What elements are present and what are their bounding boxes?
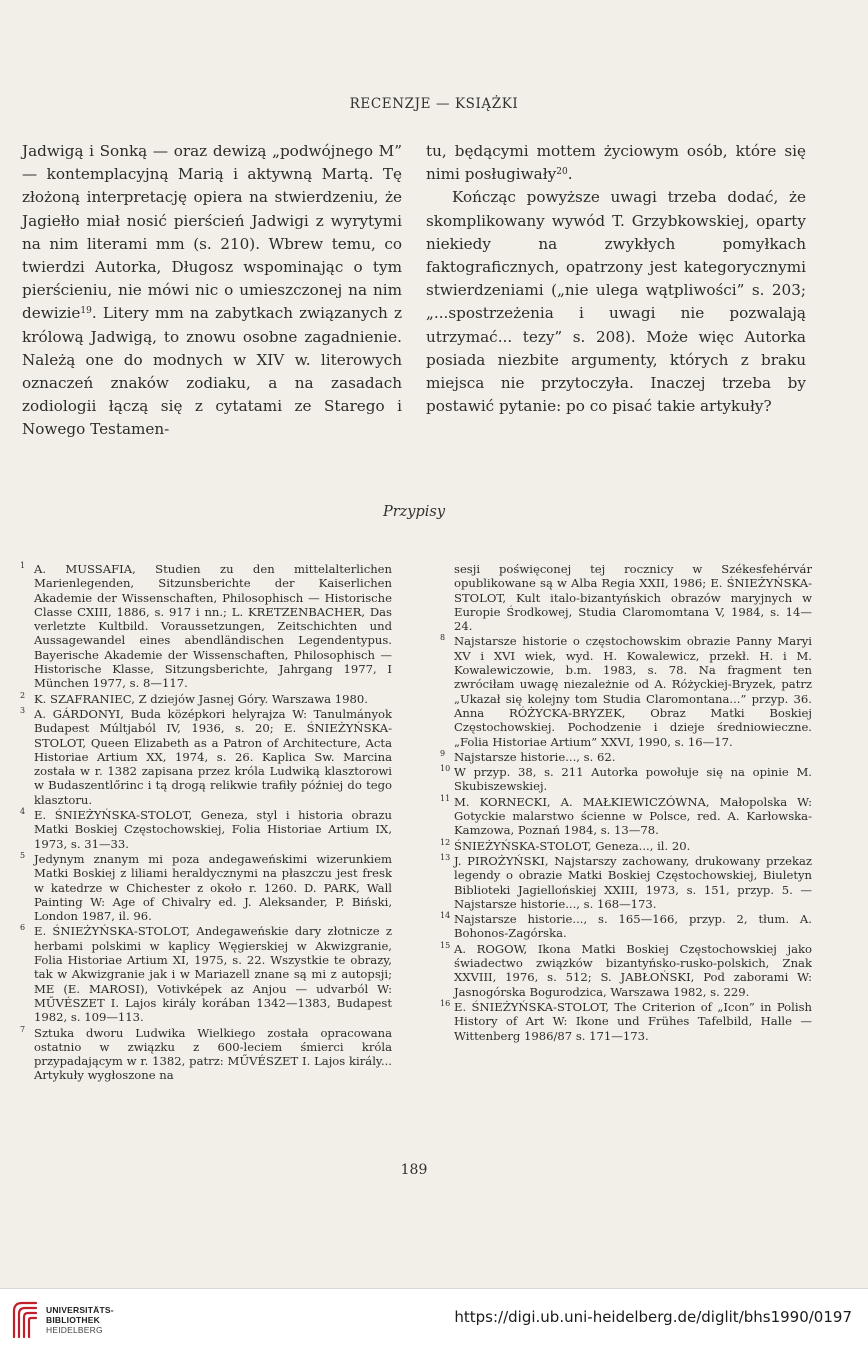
footnotes-column-right [440,562,812,1044]
footnote: 12 ŚNIEŻYŃSKA-STOLOT, Geneza..., il. 20. [440,837,691,853]
footnote: 16 E. ŚNIEŻYŃSKA-STOLOT, The Criterion of „Icon” in Polish History of Art W: Ikone und Frühes Tafelbild, Halle — Wittenberg 1986/87 s. 171—173. [440,998,812,1043]
footnote: 4 E. ŚNIEŻYŃSKA-STOLOT, Geneza, styl i historia obrazu Matki Boskiej Częstochowskiej, Folia Historiae Artium IX, 1973, s. 31—33. [20,807,392,851]
footnote-continuation: sesji poświęconej tej rocznicy w Székesfehérvár opublikowane są w Alba Regia XXII, 1986; E. ŚNIEŻYŃSKA-STOLOT, Kult italo-bizantyńskich obrazów maryjnych w Europie Środkowej, Studia Claromomtana V, 1984, s. 14—24. [454,562,812,634]
footnote-ref: 20 [556,167,568,178]
footnote: 2 K. SZAFRANIEC, Z dziejów Jasnej Góry. Warszawa 1980. [20,690,368,706]
footnote: 5 Jedynym znanym mi poza andegaweńskimi wizerunkiem Matki Boskiej z liliami heraldycznymi na płaszczu jest fresk w katedrze w Chichester z około r. 1260. D. PARK, Wall Painting W: Age of Chivalry ed. J. Aleksander, P. Biński, London 1987, il. 96. [20,850,392,924]
body-paragraph: Kończąc powyższe uwagi trzeba dodać, że skomplikowany wywód T. Grzybkowskiej, oparty niekiedy na zwykłych pomyłkach faktograficznych, opatrzony jest kategorycznymi stwierdzeniami („nie ulega wątpliwości” s. 203; „...spostrzeżenia i uwagi nie pozwalają utrzymać... tezy” s. 208). Może więc Autorka posiada niezbite argumenty, których z braku miejsca nie przytoczyła. Inaczej trzeba by postawić pytanie: po co pisać takie artykuły? [426,188,806,416]
footnote: 3 A. GÁRDONYI, Buda középkori helyrajza W: Tanulmányok Budapest Múltjaból IV, 1936, s. 20; E. ŚNIEŻYŃSKA-STOLOT, Queen Elizabeth as a Patron of Architecture, Acta Historiae Artium XX, 1974, s. 26. Kaplica Sw. Marcina została w r. 1382 zapisana przez króla Ludwiką klasztorowi w Budaszentlőrinc i tą drogą relikwie trafiły później do tego klasztoru. [20,705,392,807]
footnote: 8 Najstarsze historie o częstochowskim obrazie Panny Maryi XV i XVI wiek, wyd. H. Kowalewicz, przekł. H. i M. Kowalewiczowie, b.m. 1983, s. 78. Na fragment ten zwróciłam uwagę niezależnie od A. Różyckiej-Bryzek, patrz „Ukazał się kolejny tom Studia Claromontana...” przyp. 36. Anna RÓŻYCKA-BRYZEK, Obraz Matki Boskiej Częstochowskiej. Pochodzenie i dzieje średniowieczne. „Folia Historiae Artium” XXVI, 1990, s. 16—17. [440,633,812,749]
permalink-url[interactable]: https://digi.ub.uni-heidelberg.de/diglit/bhs1990/0197 [454,1308,852,1326]
footnote: 7 Sztuka dworu Ludwika Wielkiego została opracowana ostatnio w związku z 600-leciem śmierci króla przypadającym w r. 1382, patrz: MŰVÉSZET I. Lajos király... Artykuły wygłoszone na [20,1024,392,1083]
page-number: 189 [400,1162,428,1178]
footnote: 1 A. MUSSAFIA, Studien zu den mittelalterlichen Marienlegenden, Sitzunsberichte der Kaiserlichen Akademie der Wissenschaften, Philosophisch — Historische Classe CXIII, 1886, s. 917 i nn.; L. KRETZENBACHER, Das verletzte Kultbild. Voraussetzungen, Zeitschichten und Aussagewandel eines abendländischen Legendentypus. Bayerische Akademie der Wissenschaften, Philosophisch — Historische Klasse, Sitzungsberichte, Jahrgang 1977, I München 1977, s. 8—117. [20,561,392,691]
library-logo-icon[interactable] [10,1297,40,1341]
section-title: Przypisy [382,504,446,520]
footnote: 15 A. ROGOW, Ikona Matki Boskiej Częstochowskiej jako świadectwo związków bizantyńsko-rusko-polskich, Znak XXVIII, 1976, s. 512; S. JABŁOŃSKI, Pod zaborami W: Jasnogórska Bogurodzica, Warszawa 1982, s. 229. [440,940,812,999]
body-column-right [426,140,806,418]
footnote: 6 E. ŚNIEŻYŃSKA-STOLOT, Andegaweńskie dary złotnicze z herbami polskimi w kaplicy Węgierskiej w Akwizgranie, Folia Historiae Artium XI, 1975, s. 22. Wszystkie te obrazy, tak w Akwizgranie jak i w Mariazell znane są mi z autopsji; ME (E. MAROSI), Votivképek az Anjou — udvarból W: MŰVÉSZET I. Lajos király korában 1342—1383, Budapest 1982, s. 109—113. [20,923,392,1025]
body-paragraph: tu, będącymi mottem życiowym osób, które się nimi posługiwały$^{20}$. [426,142,806,184]
body-paragraph: Jadwigą i Sonką — oraz dewizą „podwójnego M” — kontemplacyjną Marią i aktywną Martą. Tę złożoną interpretację opiera na stwierdzeniu, że Jagiełło miał nosić pierścień Jadwigi z wyrytymi na nim literami mm (s. 210). Wbrew temu, co twierdzi Autorka, Długosz wspominając o tym pierścieniu, nie mówi nic o umieszczonej na nim dewizie$^{19}$. Litery mm na zabytkach związanych z królową Jadwigą, to znowu osobne zagadnienie. Należą one do modnych w XIV w. literowych oznaczeń znaków zodiaku, a na zasadach zodiologii łączą się z cytatami ze Starego i Nowego Testamen- [22,142,402,439]
body-column-left [22,140,402,442]
footnote: 13 J. PIROŻYŃSKI, Najstarszy zachowany, drukowany przekaz legendy o obrazie Matki Boskiej Częstochowskiej, Biuletyn Biblioteki Jagiellońskiej XXIII, 1973, s. 151, przyp. 5. — Najstarsze historie..., s. 168—173. [440,852,812,911]
footnote: 10 W przyp. 38, s. 211 Autorka powołuje się na opinie M. Skubiszewskiej. [440,764,812,794]
running-header: RECENZJE — KSIĄŻKI [349,96,519,112]
footnote: 14 Najstarsze historie..., s. 165—166, przyp. 2, tłum. A. Bohonos-Zagórska. [440,911,812,941]
library-name[interactable]: UNIVERSITÄTS- BIBLIOTHEK HEIDELBERG [46,1305,114,1335]
viewer-footer [0,1288,868,1349]
footnote: 9 Najstarsze historie..., s. 62. [440,748,616,764]
footnote-ref: 19 [80,306,92,317]
footnotes-column-left [20,562,392,1084]
footnote: 11 M. KORNECKI, A. MAŁKIEWICZÓWNA, Małopolska W: Gotyckie malarstwo ścienne w Polsce, red. A. Karłowska-Kamzowa, Poznań 1984, s. 13—78. [440,793,812,838]
